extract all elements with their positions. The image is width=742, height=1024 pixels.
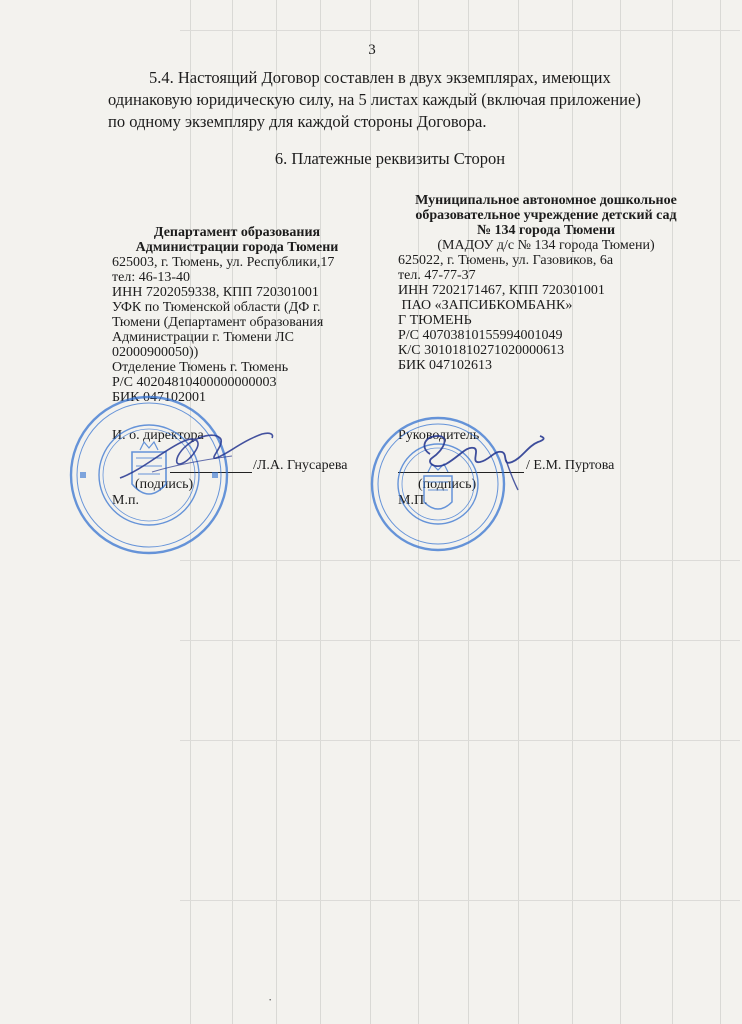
section-title: 6. Платежные реквизиты Сторон bbox=[274, 149, 506, 168]
left-party-line: тел: 46-13-40 bbox=[112, 270, 191, 285]
left-signer-name: /Л.А. Гнусарева bbox=[253, 458, 348, 473]
right-party-line: К/С 30101810271020000613 bbox=[398, 343, 565, 358]
left-party-line: Р/С 40204810400000000003 bbox=[112, 375, 277, 390]
left-party-line: 02000900050)) bbox=[112, 345, 199, 360]
right-party-heading: образовательное учреждение детский сад bbox=[415, 208, 677, 223]
left-party-line: Тюмени (Департамент образования bbox=[112, 315, 324, 330]
left-party-line: ИНН 7202059338, КПП 720301001 bbox=[112, 285, 319, 300]
left-signer-title: И. о. директора bbox=[112, 428, 204, 443]
right-party-line: 625022, г. Тюмень, ул. Газовиков, 6а bbox=[398, 253, 614, 268]
right-party-line: Г ТЮМЕНЬ bbox=[398, 313, 472, 328]
clause-line: 5.4. Настоящий Договор составлен в двух экземплярах, имеющих bbox=[149, 68, 611, 87]
right-handwritten-signature bbox=[410, 420, 560, 500]
left-signature-caption: (подпись) bbox=[135, 477, 194, 492]
right-signature-caption: (подпись) bbox=[418, 477, 477, 492]
left-party-line: Отделение Тюмень г. Тюмень bbox=[112, 360, 289, 375]
left-party-line: Администрации г. Тюмени ЛС bbox=[112, 330, 294, 345]
paper-speck: · bbox=[268, 992, 273, 1007]
clause-line: одинаковую юридическую силу, на 5 листах каждый (включая приложение) bbox=[108, 90, 641, 109]
right-party-line: Р/С 40703810155994001049 bbox=[398, 328, 563, 343]
clause-line: по одному экземпляру для каждой стороны Договора. bbox=[108, 112, 487, 131]
left-party-details bbox=[112, 225, 372, 405]
right-party-line: тел. 47-77-37 bbox=[398, 268, 476, 283]
page-number: 3 bbox=[368, 42, 376, 58]
left-party-line: 625003, г. Тюмень, ул. Республики,17 bbox=[112, 255, 335, 270]
right-party-heading: № 134 города Тюмени bbox=[476, 223, 616, 238]
left-party-heading: Департамент образования bbox=[153, 225, 321, 240]
right-signer-title: Руководитель bbox=[398, 428, 480, 443]
right-party-heading: Муниципальное автономное дошкольное bbox=[415, 193, 677, 208]
right-party-line: ПАО «ЗАПСИБКОМБАНК» bbox=[398, 298, 573, 313]
right-seal-place: М.П. bbox=[398, 493, 428, 508]
right-signer-name: / Е.М. Пуртова bbox=[526, 458, 615, 473]
left-party-line: БИК 047102001 bbox=[112, 390, 206, 405]
clause-5-4 bbox=[108, 67, 704, 133]
right-party-subheading: (МАДОУ д/с № 134 города Тюмени) bbox=[437, 238, 655, 253]
left-handwritten-signature bbox=[112, 420, 282, 490]
right-party-line: БИК 047102613 bbox=[398, 358, 492, 373]
right-party-details bbox=[398, 193, 698, 373]
right-party-line: ИНН 7202171467, КПП 720301001 bbox=[398, 283, 605, 298]
left-seal-place: М.п. bbox=[112, 493, 139, 508]
left-party-heading: Администрации города Тюмени bbox=[135, 240, 339, 255]
left-party-line: УФК по Тюменской области (ДФ г. bbox=[112, 300, 321, 315]
